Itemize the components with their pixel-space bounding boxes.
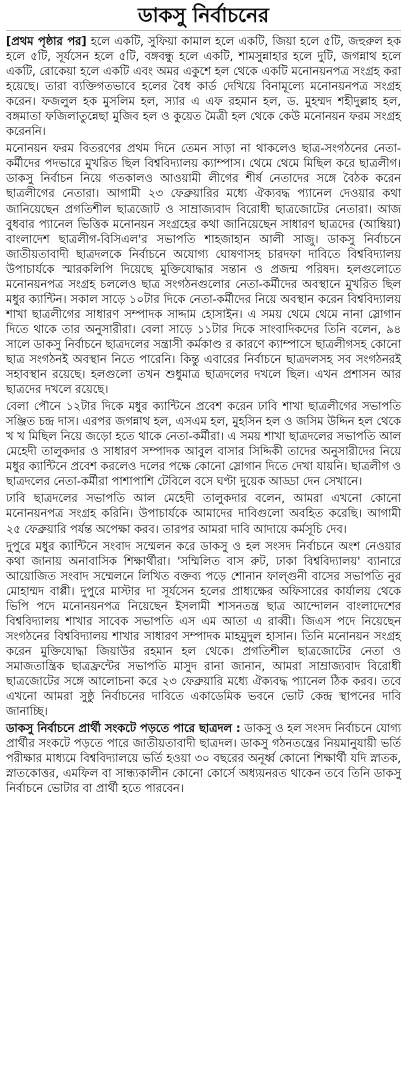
continuation-marker: [প্রথম পৃষ্ঠার পর]	[6, 34, 87, 48]
paragraph	[6, 721, 401, 796]
paragraph-text: হলে একটি, সুফিয়া কামাল হলে একটি, জিয়া হলে ৫টি, জহুরুল হক হলে ৫টি, সূর্যসেন হলে ৫টি, বঙ্গবন্ধু হলে একটি, শামসুন্নাহার হলে দুটি, জগন্নাথ হলে একটি, রোকেয়া হলে একটি এবং অমর একুশে হল থেকে একটি মনোনয়নপত্র সংগ্রহ করা হয়েছে। তারা ব্যক্তিগতভাবে হলের বৈধ কার্ড দেখিয়ে বিনামূল্যে মনোনয়নপত্র সংগ্রহ করেন। ফজলুল হক মুসলিম হল, স্যার এ এফ রহমান হল, ড. মুহম্মদ শহীদুল্লাহ হল, বঙ্গমাতা ফজিলাতুন্নেছা মুজিব হল ও কুয়েত মৈত্রী হল থেকে কেউ মনোনয়ন ফরম সংগ্রহ করেননি।	[6, 34, 401, 139]
paragraph: মনোনয়ন ফরম বিতরণের প্রথম দিনে তেমন সাড়া না থাকলেও ছাত্র-সংগঠনের নেতা-কর্মীদের পদভারে মুখরিত ছিল বিশ্ববিদ্যালয় ক্যাম্পাস। থেমে থেমে মিছিল করে ছাত্রলীগ। ডাকসু নির্বাচন নিয়ে গতকালও আওয়ামী লীগের শীর্ষ নেতাদের সঙ্গে বৈঠক করেন ছাত্রলীগের নেতারা। আগামী ২৩ ফেব্রুয়ারির মধ্যে ঐক্যবদ্ধ প্যানেল দেওয়ার কথা জানিয়েছেন প্রগতিশীল ছাত্রজোট ও সাম্রাজ্যবাদ বিরোধী ছাত্রজোটের নেতারা। আজ বুধবার প্যানেল ভিত্তিক মনোনয়ন সংগ্রহের কথা জানিয়েছেন সাধারণ ছাত্রদের (আম্বিয়া) বাংলাদেশ ছাত্রলীগ-বিসিএল'র সভাপতি শাহজাহান আলী সাজু। ডাকসু নির্বাচনে জাতীয়তাবাদী ছাত্রদলকে নির্বাচনে অযোগ্য ঘোষণাসহ চারদফা দাবিতে বিশ্ববিদ্যালয় উপাচার্যকে স্মারকলিপি দিয়েছে মুক্তিযোদ্ধার সন্তান ও প্রজন্ম পরিষদ। হলগুলোতে মনোনয়নপত্র সংগ্রহ চললেও ছাত্র সংগঠনগুলোর নেতা-কর্মীদের অবস্থানে মুখরিত ছিল মধুর ক্যান্টিন। সকাল সাড়ে ১০টার দিকে নেতা-কর্মীদের নিয়ে অবস্থান করেন বিশ্ববিদ্যালয় শাখা ছাত্রলীগের সাধারণ সম্পাদক সাদ্দাম হোসাইন। এ সময় থেমে থেমে নানা স্লোগান দিতে থাকে তার অনুসারীরা। বেলা সাড়ে ১১টার দিকে সাংবাদিকদের তিনি বলেন, ৯৪ সালে ডাকসু নির্বাচনে ছাত্রদলের সন্ত্রাসী কর্মকাণ্ড র কারণে ক্যাম্পাসে ছাত্রলীগসহ কোনো ছাত্র সংগঠনই অবস্থান নিতে পারেনি। কিন্তু এবারের নির্বাচনে ছাত্রদলসহ সব সংগঠনরই সহাবস্থান রয়েছে। হলগুলো তখন শুধুমাত্র ছাত্রদলের দখলে ছিল। এখন প্রশাসন আর ছাত্রদের দখলে রয়েছে।	[6, 141, 401, 397]
headline-bar	[6, 0, 401, 31]
subheading: ডাকসু নির্বাচনে প্রার্থী সংকটে পড়তে পারে ছাত্রদল :	[6, 721, 241, 736]
headline: ডাকসু নির্বাচনের	[137, 3, 270, 27]
article-body	[6, 34, 401, 796]
paragraph-text: ডাকসু ও হল সংসদ নির্বাচনে যোগ্য প্রার্থীর সংকটে পড়তে পারে জাতীয়তাবাদী ছাত্রদল। ডাকসু গঠনতন্ত্রের নিয়মানুযায়ী ভর্তি পরীক্ষার মাধ্যমে বিশ্ববিদ্যালয়ে ভর্তি হওয়া ৩০ বছরের অনূর্ধ্ব কোনো শিক্ষার্থী যদি স্নাতক, স্নাতকোত্তর, এমফিল বা সান্ধ্যকালীন কোনো কোর্সে অধ্যয়নরত থাকেন তবে তিনি ডাকসু নির্বাচনে ভোটার বা প্রার্থী হতে পারবেন।	[6, 721, 401, 796]
paragraph: দুপুরে মধুর ক্যান্টিনে সংবাদ সম্মেলন করে ডাকসু ও হল সংসদ নির্বাচনে অংশ নেওয়ার কথা জানায় অনাবাসিক শিক্ষার্থীরা। 'সম্মিলিত বাস রুট, ঢাকা বিশ্ববিদ্যালয়' ব্যানারে আয়োজিত সংবাদ সম্মেলনে লিখিত বক্তব্য পড়ে শোনান ফাল্গুনী বাসের সভাপতি নুর মোহাম্মদ বাপ্পী। দুপুরে মাস্টার দা সূর্যসেন হলের প্রাধ্যক্ষের অফিসারের কার্যালয় থেকে ভিপি পদে মনোনয়নপত্র নিয়েছেন ইসলামী শাসনতন্ত্র ছাত্র আন্দোলন বাংলাদেশের বিশ্ববিদ্যালয় শাখার সাবেক সভাপতি এস এম আতা এ রাব্বী। জিএস পদে নিয়েছেন সংগঠনের বিশ্ববিদ্যালয় শাখার সাধারণ সম্পাদক মাহমুদুল হাসান। তিনি মনোনয়ন সংগ্রহ করেন মুক্তিযোদ্ধা জিয়াউর রহমান হল থেকে। প্রগতিশীল ছাত্রজোটের নেতা ও সমাজতান্ত্রিক ছাত্রফ্রন্টের সভাপতি মাসুদ রানা জানান, আমরা সাম্রাজ্যবাদ বিরোধী ছাত্রজোটের সঙ্গে আলোচনা করে ২৩ ফেব্রুয়ারি মধ্যে ঐক্যবদ্ধ প্যানেল ঠিক করব। তবে এখনো আমরা সুষ্ঠু নির্বাচনের দাবিতে একাডেমিক ভবনে ভোট কেন্দ্র স্থাপনের দাবি জানাচ্ছি।	[6, 538, 401, 719]
paragraph: বেলা পৌনে ১২টার দিকে মধুর ক্যান্টিনে প্রবেশ করেন ঢাবি শাখা ছাত্রলীগের সভাপতি সঞ্জিত চন্দ্র দাস। এরপর জগন্নাথ হল, এসএম হল, মুহসিন হল ও জসিম উদ্দিন হল থেকে খ খ মিছিল নিয়ে জড়ো হতে থাকে নেতা-কর্মীরা। এ সময় শাখা ছাত্রদলের সভাপতি আল মেহেদী তালুকদার ও সাধারণ সম্পাদক আবুল বাসার সিদ্দিকী তাদের অনুসারীদের নিয়ে মধুর ক্যান্টিনে প্রবেশ করলেও দলের পক্ষে কোনো স্লোগান দিতে দেখা যায়নি। ছাত্রলীগ ও ছাত্রদলের নেতা-কর্মীরা পাশাপাশি টেবিলে বসে ঘণ্টা দুয়েক আড্ডা দেন সেখানে।	[6, 399, 401, 489]
paragraph	[6, 34, 401, 139]
paragraph: ঢাবি ছাত্রদলের সভাপতি আল মেহেদী তালুকদার বলেন, আমরা এখনো কোনো মনোনয়নপত্র সংগ্রহ করিনি। উপাচার্যকে আমাদের দাবিগুলো অবহিত করেছি। আগামী ২৫ ফেব্রুয়ারি পর্যন্ত অপেক্ষা করব। তারপর আমরা দাবি আদায়ে কর্মসূচি দেব।	[6, 491, 401, 536]
